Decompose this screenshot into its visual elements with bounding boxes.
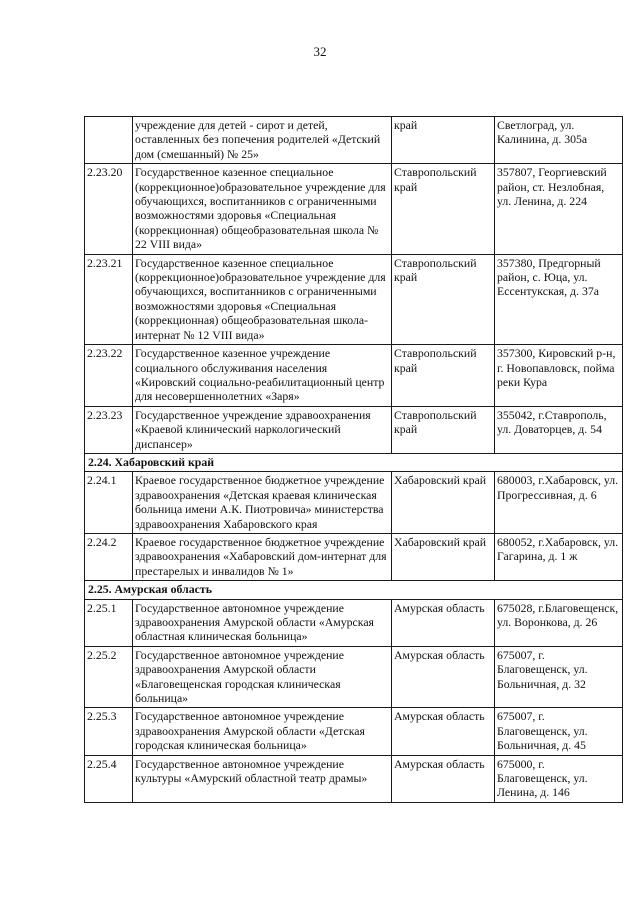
table-row [85, 254, 623, 344]
address: 355042, г.Ставрополь, ул. Доваторцев, д. 54 [495, 406, 623, 453]
row-number: 2.23.22 [85, 345, 133, 407]
region: Ставропольский край [392, 164, 495, 254]
row-number: 2.25.4 [85, 755, 133, 802]
row-number [85, 117, 133, 164]
address: 357380, Предгорный район, с. Юца, ул. Ессентукская, д. 37а [495, 254, 623, 344]
institution-name: учреждение для детей - сирот и детей, оставленных без попечения родителей «Детский дом (смешанный) № 25» [133, 117, 392, 164]
region: Хабаровский край [392, 472, 495, 534]
table-row [85, 164, 623, 254]
institutions-table [84, 116, 623, 803]
address: 675028, г.Благовещенск, ул. Воронкова, д. 26 [495, 599, 623, 646]
address: 357807, Георгиевский район, ст. Незлобная, ул. Ленина, д. 224 [495, 164, 623, 254]
table-row [85, 646, 623, 708]
region: Ставропольский край [392, 345, 495, 407]
institution-name: Краевое государственное бюджетное учреждение здравоохранения «Хабаровский дом-интернат для престарелых и инвалидов № 1» [133, 533, 392, 580]
region: Ставропольский край [392, 254, 495, 344]
institution-name: Краевое государственное бюджетное учреждение здравоохранения «Детская краевая клиническая больница имени А.К. Пиотровича» министерства здравоохранения Хабаровского края [133, 472, 392, 534]
table-row [85, 708, 623, 755]
institution-name: Государственное автономное учреждение здравоохранения Амурской области «Амурская областная клиническая больница» [133, 599, 392, 646]
institution-name: Государственное автономное учреждение здравоохранения Амурской области «Детская городская клиническая больница» [133, 708, 392, 755]
institution-name: Государственное казенное специальное (коррекционное)образовательное учреждение для обучающихся, воспитанников с ограниченными возможностями здоровья «Специальная (коррекционная) общеобразовательная школа № 22 VIII вида» [133, 164, 392, 254]
section-heading: 2.25. Амурская область [85, 581, 623, 599]
institution-name: Государственное автономное учреждение культуры «Амурский областной театр драмы» [133, 755, 392, 802]
table-row [85, 755, 623, 802]
section-heading: 2.24. Хабаровский край [85, 453, 623, 471]
section-heading-row [85, 581, 623, 599]
table-row [85, 472, 623, 534]
region: Амурская область [392, 708, 495, 755]
section-heading-row [85, 453, 623, 471]
region: край [392, 117, 495, 164]
address: 680052, г.Хабаровск, ул. Гагарина, д. 1 ж [495, 533, 623, 580]
table-row [85, 533, 623, 580]
row-number: 2.24.2 [85, 533, 133, 580]
table-row [85, 345, 623, 407]
institution-name: Государственное автономное учреждение здравоохранения Амурской области «Благовещенская городская клиническая больница» [133, 646, 392, 708]
address: 357300, Кировский р-н, г. Новопавловск, пойма реки Кура [495, 345, 623, 407]
address: 675000, г. Благовещенск, ул. Ленина, д. 146 [495, 755, 623, 802]
region: Амурская область [392, 646, 495, 708]
address: 675007, г. Благовещенск, ул. Больничная, д. 32 [495, 646, 623, 708]
region: Амурская область [392, 755, 495, 802]
table-row [85, 406, 623, 453]
row-number: 2.25.1 [85, 599, 133, 646]
institution-name: Государственное учреждение здравоохранения «Краевой клинический наркологический диспансер» [133, 406, 392, 453]
address: Светлоград, ул. Калинина, д. 305а [495, 117, 623, 164]
row-number: 2.25.3 [85, 708, 133, 755]
address: 680003, г.Хабаровск, ул. Прогрессивная, д. 6 [495, 472, 623, 534]
institution-name: Государственное казенное учреждение социального обслуживания населения «Кировский социально-реабилитационный центр для несовершеннолетних «Заря» [133, 345, 392, 407]
region: Хабаровский край [392, 533, 495, 580]
row-number: 2.25.2 [85, 646, 133, 708]
row-number: 2.23.20 [85, 164, 133, 254]
table-row [85, 117, 623, 164]
address: 675007, г. Благовещенск, ул. Больничная, д. 45 [495, 708, 623, 755]
row-number: 2.24.1 [85, 472, 133, 534]
table-row [85, 599, 623, 646]
row-number: 2.23.23 [85, 406, 133, 453]
region: Ставропольский край [392, 406, 495, 453]
institution-name: Государственное казенное специальное (коррекционное)образовательное учреждение для обучающихся, воспитанников с ограниченными возможностями здоровья «Специальная (коррекционная) общеобразовательная школа-интернат № 12 VIII вида» [133, 254, 392, 344]
page-number: 32 [313, 44, 327, 59]
region: Амурская область [392, 599, 495, 646]
row-number: 2.23.21 [85, 254, 133, 344]
